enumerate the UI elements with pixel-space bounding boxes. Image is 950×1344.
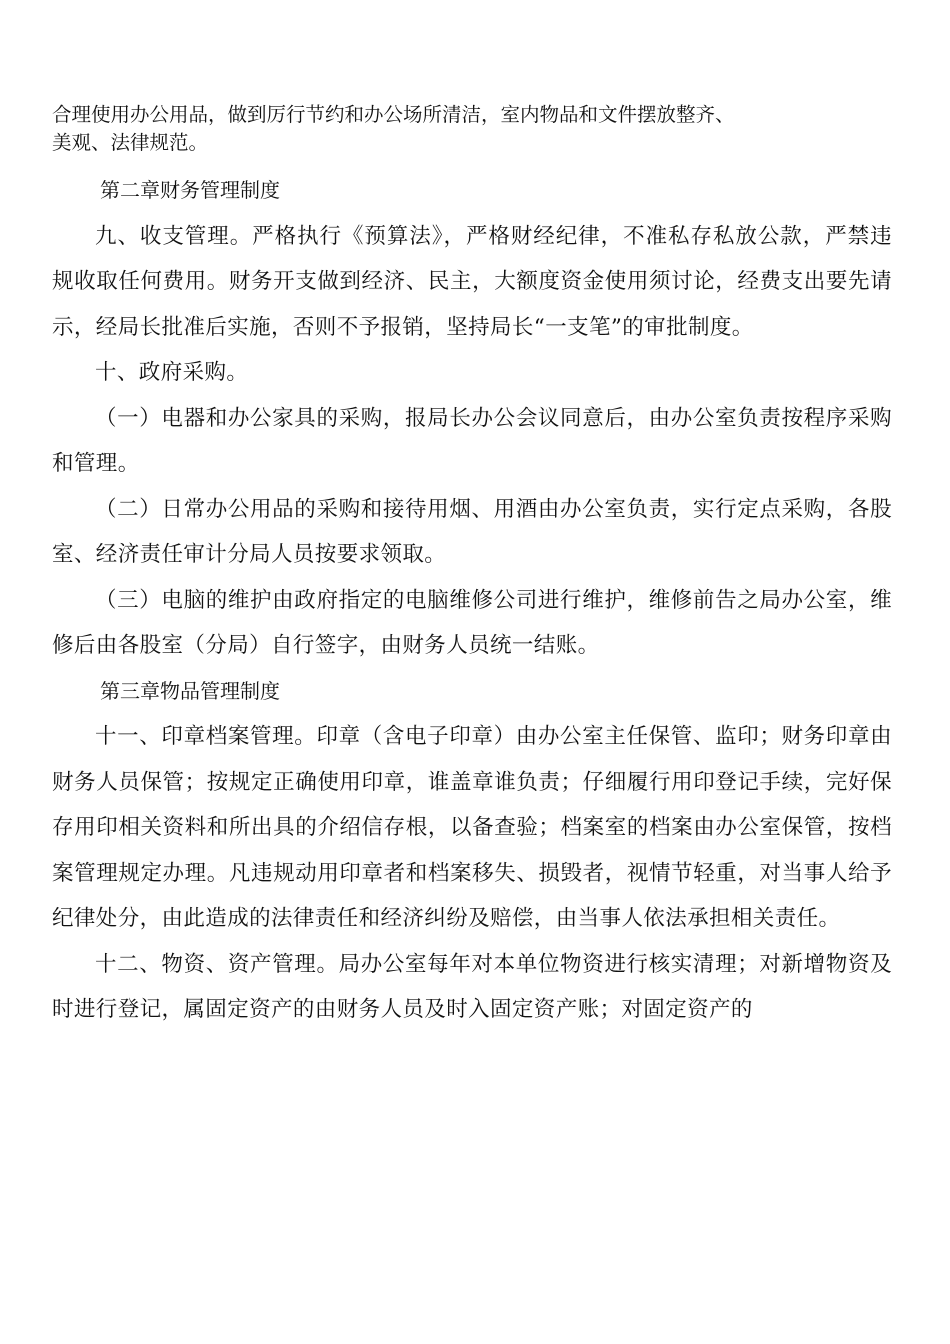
- article-10-item-1: （一）电器和办公家具的采购，报局长办公会议同意后，由办公室负责按程序采购和管理。: [52, 405, 892, 476]
- intro-paragraph: [52, 101, 892, 157]
- chapter-3-title: 第三章物品管理制度: [100, 678, 280, 703]
- intro-line-2: 美观、法律规范。: [52, 131, 209, 154]
- chapter-2-title: 第二章财务管理制度: [100, 178, 280, 202]
- article-10-item-3: （三）电脑的维护由政府指定的电脑维修公司进行维护，维修前告之局办公室，维修后由各股室（分局）自行签字，由财务人员统一结账。: [52, 587, 892, 658]
- article-9: 九、收支管理。严格执行《预算法》，严格财经纪律，不准私存私放公款，严禁违规收取任何费用。财务开支做到经济、民主，大额度资金使用须讨论，经费支出要先请示，经局长批准后实施，否则不予报销，坚持局长“一支笔”的审批制度。: [52, 223, 892, 340]
- article-10: 十、政府采购。: [95, 360, 249, 385]
- article-12: 十二、物资、资产管理。局办公室每年对本单位物资进行核实清理；对新增物资及时进行登记，属固定资产的由财务人员及时入固定资产账；对固定资产的: [52, 951, 892, 1022]
- document-body: [52, 168, 892, 1033]
- intro-line-1: 合理使用办公用品，做到厉行节约和办公场所清洁，室内物品和文件摆放整齐、: [52, 103, 735, 126]
- article-11: 十一、印章档案管理。印章（含电子印章）由办公室主任保管、监印；财务印章由财务人员保管；按规定正确使用印章，谁盖章谁负责；仔细履行用印登记手续，完好保存用印相关资料和所出具的介绍信存根，以备查验；档案室的档案由办公室保管，按档案管理规定办理。凡违规动用印章者和档案移失、损毁者，视情节轻重，对当事人给予纪律处分，由此造成的法律责任和经济纠纷及赔偿，由当事人依法承担相关责任。: [52, 724, 892, 931]
- article-10-item-2: （二）日常办公用品的采购和接待用烟、用酒由办公室负责，实行定点采购，各股室、经济责任审计分局人员按要求领取。: [52, 496, 892, 567]
